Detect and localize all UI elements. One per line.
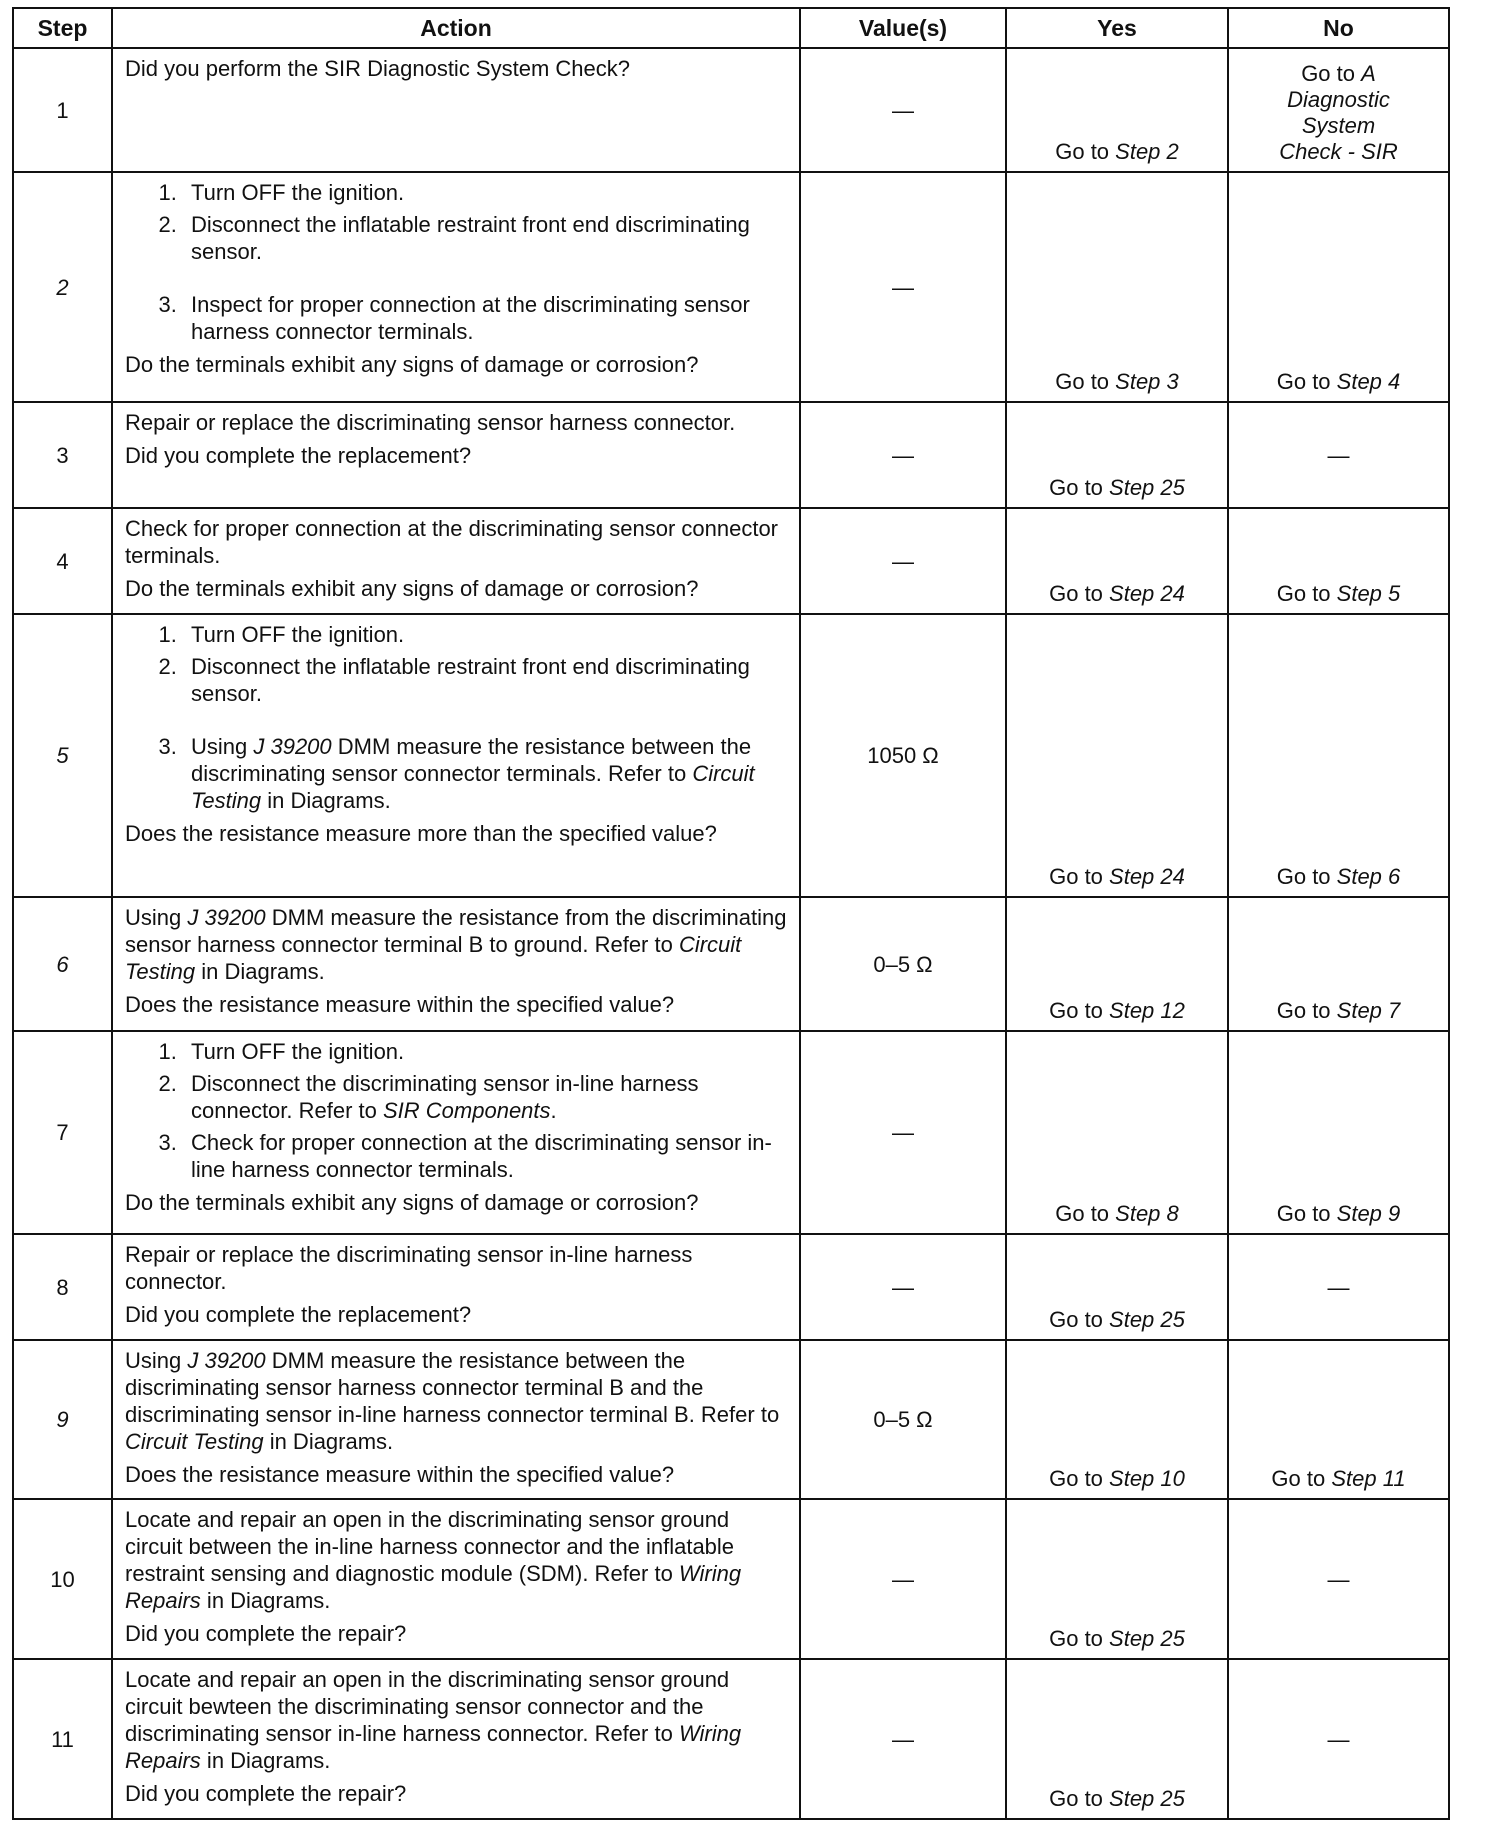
diagram-reference: Wiring Repairs [125, 1721, 742, 1773]
table-row [13, 1234, 1449, 1340]
action-step-item: 1. Turn OFF the ignition. [183, 621, 789, 648]
header-row [13, 8, 1449, 48]
action-text: Disconnect the discriminating sensor in-line harness connector. Refer to [191, 1071, 699, 1123]
value-cell: 0–5 Ω [800, 897, 1006, 1031]
yes-cell [1006, 614, 1228, 897]
step-reference: Step 8 [1115, 1201, 1179, 1226]
no-cell [1228, 508, 1449, 614]
value-cell: 1050 Ω [800, 614, 1006, 897]
action-text: DMM measure the resistance between the discriminating sensor connector terminals. Refer to [191, 734, 752, 786]
action-text [125, 1506, 789, 1614]
no-cell [1228, 897, 1449, 1031]
action-question: Did you complete the repair? [125, 1781, 407, 1806]
step-reference: Step 4 [1336, 369, 1401, 394]
action-step-item: 3. Inspect for proper connection at the discriminating sensor harness connector terminals. [183, 291, 789, 345]
action-text-part: Using [125, 1348, 188, 1373]
value-cell: — [800, 508, 1006, 614]
table-row [13, 1659, 1449, 1819]
action-text-part: DMM measure the resistance from the discriminating sensor harness connector terminal B to ground. Refer to [125, 905, 787, 957]
header-action: Action [112, 8, 800, 48]
value-cell: — [800, 402, 1006, 508]
go-to-label: Go to [1049, 1626, 1110, 1651]
step-reference: Step 24 [1109, 581, 1185, 606]
action-question: Does the resistance measure more than the specified value? [125, 821, 717, 846]
table-row [13, 172, 1449, 402]
step-reference: Step 2 [1115, 139, 1179, 164]
step-reference: Step 9 [1336, 1201, 1401, 1226]
action-text [125, 904, 789, 985]
action-question: Do the terminals exhibit any signs of damage or corrosion? [125, 352, 699, 377]
action-cell [112, 1499, 800, 1659]
action-question: Did you complete the replacement? [125, 443, 472, 468]
action-cell [112, 1031, 800, 1234]
go-to-label: Go to [1049, 1307, 1110, 1332]
action-step-item: 2. Disconnect the inflatable restraint front end discriminating sensor. [183, 211, 789, 265]
no-cell: — [1228, 1234, 1449, 1340]
no-cell: — [1228, 1659, 1449, 1819]
diagnostic-table [12, 7, 1450, 1820]
action-text: Check for proper connection at the discriminating sensor connector terminals. [125, 516, 779, 568]
go-to-label: Go to [1276, 864, 1337, 889]
no-cell [1228, 48, 1449, 172]
no-cell [1228, 614, 1449, 897]
step-reference: Step 10 [1109, 1466, 1185, 1491]
action-text-part: in Diagrams. [263, 1429, 394, 1454]
action-steps [125, 1038, 789, 1183]
action-text [125, 1347, 789, 1455]
action-step-item: 3. Check for proper connection at the discriminating sensor in-line harness connector terminals. [183, 1129, 789, 1183]
action-steps [125, 621, 789, 814]
tool-reference: J 39200 [253, 734, 332, 759]
procedure-reference: System [1301, 113, 1376, 138]
step-reference: Step 25 [1109, 1786, 1185, 1811]
table-row [13, 402, 1449, 508]
step-number: 4 [13, 508, 112, 614]
step-number: 2 [13, 172, 112, 402]
step-reference: Step 25 [1109, 475, 1185, 500]
diagram-reference: Wiring Repairs [125, 1561, 742, 1613]
yes-cell [1006, 1031, 1228, 1234]
value-cell: — [800, 1499, 1006, 1659]
header-no: No [1228, 8, 1449, 48]
procedure-reference: A [1361, 61, 1376, 86]
yes-cell [1006, 897, 1228, 1031]
action-text-part: Locate and repair an open in the discriminating sensor ground circuit bewteen the discriminating sensor connector and the discriminating sensor in-line harness connector. Refer to [125, 1667, 730, 1746]
step-number: 8 [13, 1234, 112, 1340]
yes-cell [1006, 1659, 1228, 1819]
go-to-label: Go to [1049, 998, 1110, 1023]
action-text-part: Using [125, 905, 188, 930]
action-text-part: in Diagrams. [200, 1588, 331, 1613]
action-step-item [183, 1070, 789, 1124]
diagram-reference: Circuit Testing [125, 932, 742, 984]
header-yes: Yes [1006, 8, 1228, 48]
table-row [13, 1499, 1449, 1659]
go-to-label: Go to [1055, 1201, 1116, 1226]
go-to-label: Go to [1271, 1466, 1332, 1491]
value-cell: — [800, 1234, 1006, 1340]
step-reference: Step 12 [1109, 998, 1185, 1023]
diagram-reference: Circuit Testing [191, 761, 755, 813]
go-to-label: Go to [1049, 1466, 1110, 1491]
tool-reference: J 39200 [187, 1348, 266, 1373]
go-to-label: Go to [1055, 139, 1116, 164]
action-question: Do the terminals exhibit any signs of damage or corrosion? [125, 576, 699, 601]
step-reference: Step 25 [1109, 1307, 1185, 1332]
action-cell [112, 1659, 800, 1819]
value-cell: — [800, 1659, 1006, 1819]
table-row [13, 1340, 1449, 1499]
go-to-label: Go to [1276, 1201, 1337, 1226]
value-cell: — [800, 48, 1006, 172]
step-number: 1 [13, 48, 112, 172]
value-cell: — [800, 172, 1006, 402]
action-cell [112, 508, 800, 614]
step-reference: Step 11 [1331, 1466, 1406, 1491]
action-question: Did you complete the repair? [125, 1621, 407, 1646]
action-cell [112, 1234, 800, 1340]
action-text [125, 1666, 789, 1774]
action-text: . [550, 1098, 557, 1123]
step-reference: Step 3 [1115, 369, 1179, 394]
step-number: 3 [13, 402, 112, 508]
table-row [13, 614, 1449, 897]
no-cell [1228, 172, 1449, 402]
step-number: 6 [13, 897, 112, 1031]
header-values: Value(s) [800, 8, 1006, 48]
go-to-label: Go to [1049, 475, 1110, 500]
step-number: 5 [13, 614, 112, 897]
action-text-part: in Diagrams. [200, 1748, 331, 1773]
action-step-item [183, 733, 789, 814]
action-text-part: DMM measure the resistance between the discriminating sensor harness connector terminal B and the discriminating sensor in-line harness connector terminal B. Refer to [125, 1348, 780, 1427]
go-to-label: Go to [1049, 581, 1110, 606]
step-number: 11 [13, 1659, 112, 1819]
yes-cell [1006, 1340, 1228, 1499]
go-to-label: Go to [1276, 581, 1337, 606]
step-reference: Step 7 [1336, 998, 1401, 1023]
action-cell [112, 48, 800, 172]
action-question: Did you complete the replacement? [125, 1302, 472, 1327]
action-cell [112, 1340, 800, 1499]
action-text-part: Locate and repair an open in the discriminating sensor ground circuit between the in-line harness connector and the inflatable restraint sensing and diagnostic module (SDM). Refer to [125, 1507, 735, 1586]
go-to-label: Go to [1049, 864, 1110, 889]
action-cell [112, 402, 800, 508]
action-cell [112, 614, 800, 897]
action-text: Repair or replace the discriminating sensor in-line harness connector. [125, 1242, 693, 1294]
go-to-label: Go to [1276, 369, 1337, 394]
value-cell: 0–5 Ω [800, 1340, 1006, 1499]
table-row [13, 48, 1449, 172]
no-cell [1228, 1031, 1449, 1234]
yes-cell [1006, 508, 1228, 614]
no-cell [1228, 1340, 1449, 1499]
action-cell [112, 897, 800, 1031]
table-row [13, 508, 1449, 614]
action-text: in Diagrams. [261, 788, 391, 813]
yes-cell [1006, 172, 1228, 402]
yes-cell [1006, 1499, 1228, 1659]
header-step: Step [13, 8, 112, 48]
step-number: 7 [13, 1031, 112, 1234]
no-cell: — [1228, 402, 1449, 508]
value-cell: — [800, 1031, 1006, 1234]
go-to-label: Go to [1055, 369, 1116, 394]
step-reference: Step 5 [1336, 581, 1401, 606]
step-reference: Step 25 [1109, 1626, 1185, 1651]
step-reference: Step 6 [1336, 864, 1401, 889]
yes-cell [1006, 48, 1228, 172]
action-text: Using [191, 734, 254, 759]
action-question: Does the resistance measure within the specified value? [125, 992, 675, 1017]
table-row [13, 897, 1449, 1031]
yes-cell [1006, 1234, 1228, 1340]
action-question: Does the resistance measure within the specified value? [125, 1462, 675, 1487]
action-text-part: in Diagrams. [195, 959, 325, 984]
step-number: 9 [13, 1340, 112, 1499]
action-step-item: 1. Turn OFF the ignition. [183, 1038, 789, 1065]
diagram-reference: Circuit Testing [125, 1429, 264, 1454]
yes-cell [1006, 402, 1228, 508]
go-to-label: Go to [1276, 998, 1337, 1023]
action-step-item: 1. Turn OFF the ignition. [183, 179, 789, 206]
go-to-label: Go to [1049, 1786, 1110, 1811]
go-to-label: Go to [1301, 61, 1362, 86]
procedure-reference: Check - SIR [1279, 139, 1398, 164]
component-reference: SIR Components [383, 1098, 551, 1123]
step-reference: Step 24 [1109, 864, 1185, 889]
action-steps [125, 179, 789, 345]
action-question: Did you perform the SIR Diagnostic System Check? [125, 56, 630, 81]
action-cell [112, 172, 800, 402]
action-step-item: 2. Disconnect the inflatable restraint front end discriminating sensor. [183, 653, 789, 707]
table-row [13, 1031, 1449, 1234]
no-cell: — [1228, 1499, 1449, 1659]
step-number: 10 [13, 1499, 112, 1659]
action-question: Do the terminals exhibit any signs of damage or corrosion? [125, 1190, 699, 1215]
tool-reference: J 39200 [187, 905, 266, 930]
procedure-reference: Diagnostic [1287, 87, 1390, 112]
action-text: Repair or replace the discriminating sensor harness connector. [125, 410, 736, 435]
